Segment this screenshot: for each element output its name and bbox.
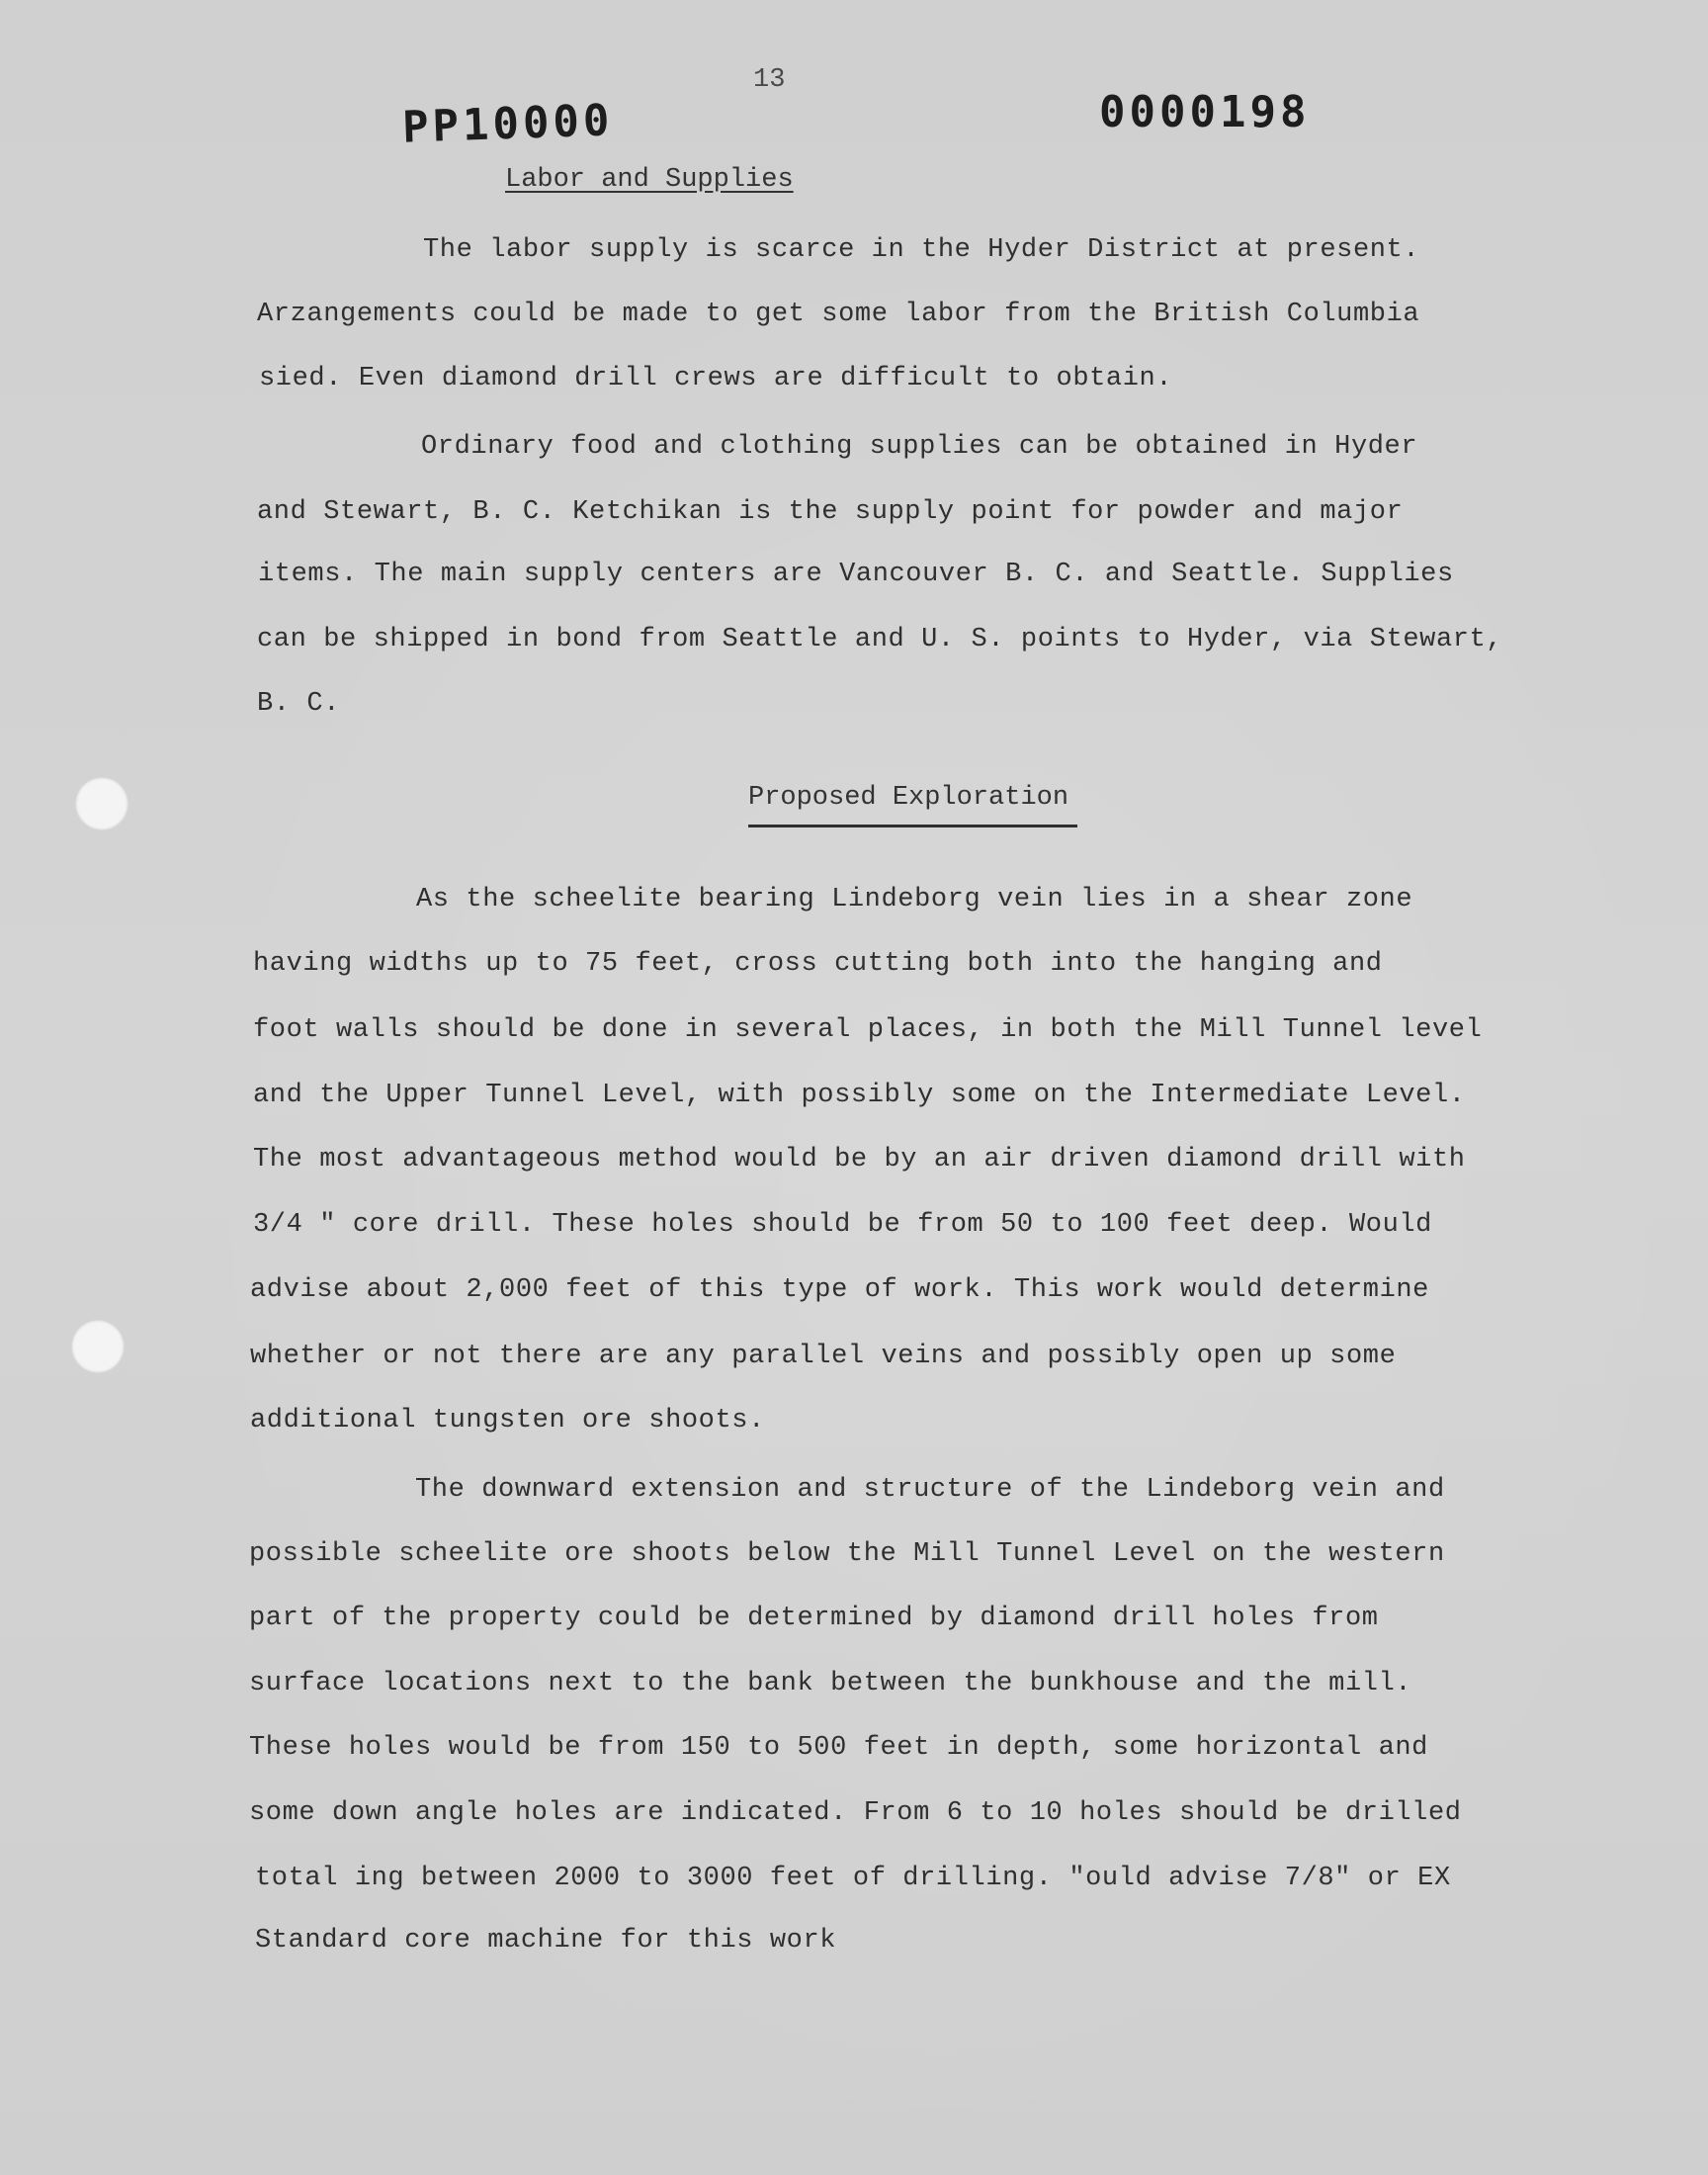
paragraph-line: and Stewart, B. C. Ketchikan is the supply point for powder and major <box>257 497 1404 527</box>
paragraph-line: whether or not there are any parallel veins and possibly open up some <box>250 1342 1397 1371</box>
paragraph-line: additional tungsten ore shoots. <box>250 1406 765 1436</box>
section-heading-proposed-exploration: Proposed Exploration <box>748 783 1069 813</box>
paragraph-line: items. The main supply centers are Vancouver B. C. and Seattle. Supplies <box>258 560 1454 589</box>
paragraph-line: having widths up to 75 feet, cross cutting both into the hanging and <box>253 949 1383 979</box>
punch-hole <box>71 1320 125 1373</box>
paragraph-line: surface locations next to the bank between the bunkhouse and the mill. <box>249 1669 1412 1698</box>
paragraph-line: The labor supply is scarce in the Hyder District at present. <box>423 235 1420 265</box>
paragraph-line: As the scheelite bearing Lindeborg vein lies in a shear zone <box>416 885 1413 914</box>
paragraph-line: The most advantageous method would be by an air driven diamond drill with <box>253 1145 1466 1174</box>
paragraph-line: These holes would be from 150 to 500 feet in depth, some horizontal and <box>249 1733 1428 1763</box>
section-heading-labor-supplies: Labor and Supplies <box>505 165 794 195</box>
paragraph-line: Standard core machine for this work <box>255 1926 837 1956</box>
document-id-stamp-right: 0000198 <box>1099 87 1311 137</box>
document-id-stamp-left: PP10000 <box>401 95 615 153</box>
paragraph-line: sied. Even diamond drill crews are difficult to obtain. <box>259 364 1173 393</box>
paragraph-line: advise about 2,000 feet of this type of work. This work would determine <box>250 1275 1429 1305</box>
paragraph-line: part of the property could be determined by diamond drill holes from <box>249 1604 1379 1633</box>
paragraph-line: B. C. <box>257 689 341 719</box>
paragraph-line: 3/4 " core drill. These holes should be from 50 to 100 feet deep. Would <box>253 1210 1432 1240</box>
paragraph-line: The downward extension and structure of the Lindeborg vein and <box>415 1475 1445 1505</box>
paragraph-line: can be shipped in bond from Seattle and U. S. points to Hyder, via Stewart, <box>257 625 1503 654</box>
paragraph-line: and the Upper Tunnel Level, with possibly some on the Intermediate Level. <box>253 1081 1466 1110</box>
paragraph-line: some down angle holes are indicated. From 6 to 10 holes should be drilled <box>249 1798 1462 1828</box>
punch-hole <box>75 777 128 830</box>
paragraph-line: Ordinary food and clothing supplies can be obtained in Hyder <box>421 432 1418 462</box>
paragraph-line: foot walls should be done in several places, in both the Mill Tunnel level <box>253 1015 1483 1045</box>
paragraph-line: total ing between 2000 to 3000 feet of drilling. "ould advise 7/8" or EX <box>255 1864 1451 1893</box>
page-number: 13 <box>753 65 786 95</box>
paragraph-line: possible scheelite ore shoots below the Mill Tunnel Level on the western <box>249 1539 1445 1569</box>
heading-underline <box>748 825 1077 827</box>
paragraph-line: Arzangements could be made to get some labor from the British Columbia <box>257 300 1420 329</box>
